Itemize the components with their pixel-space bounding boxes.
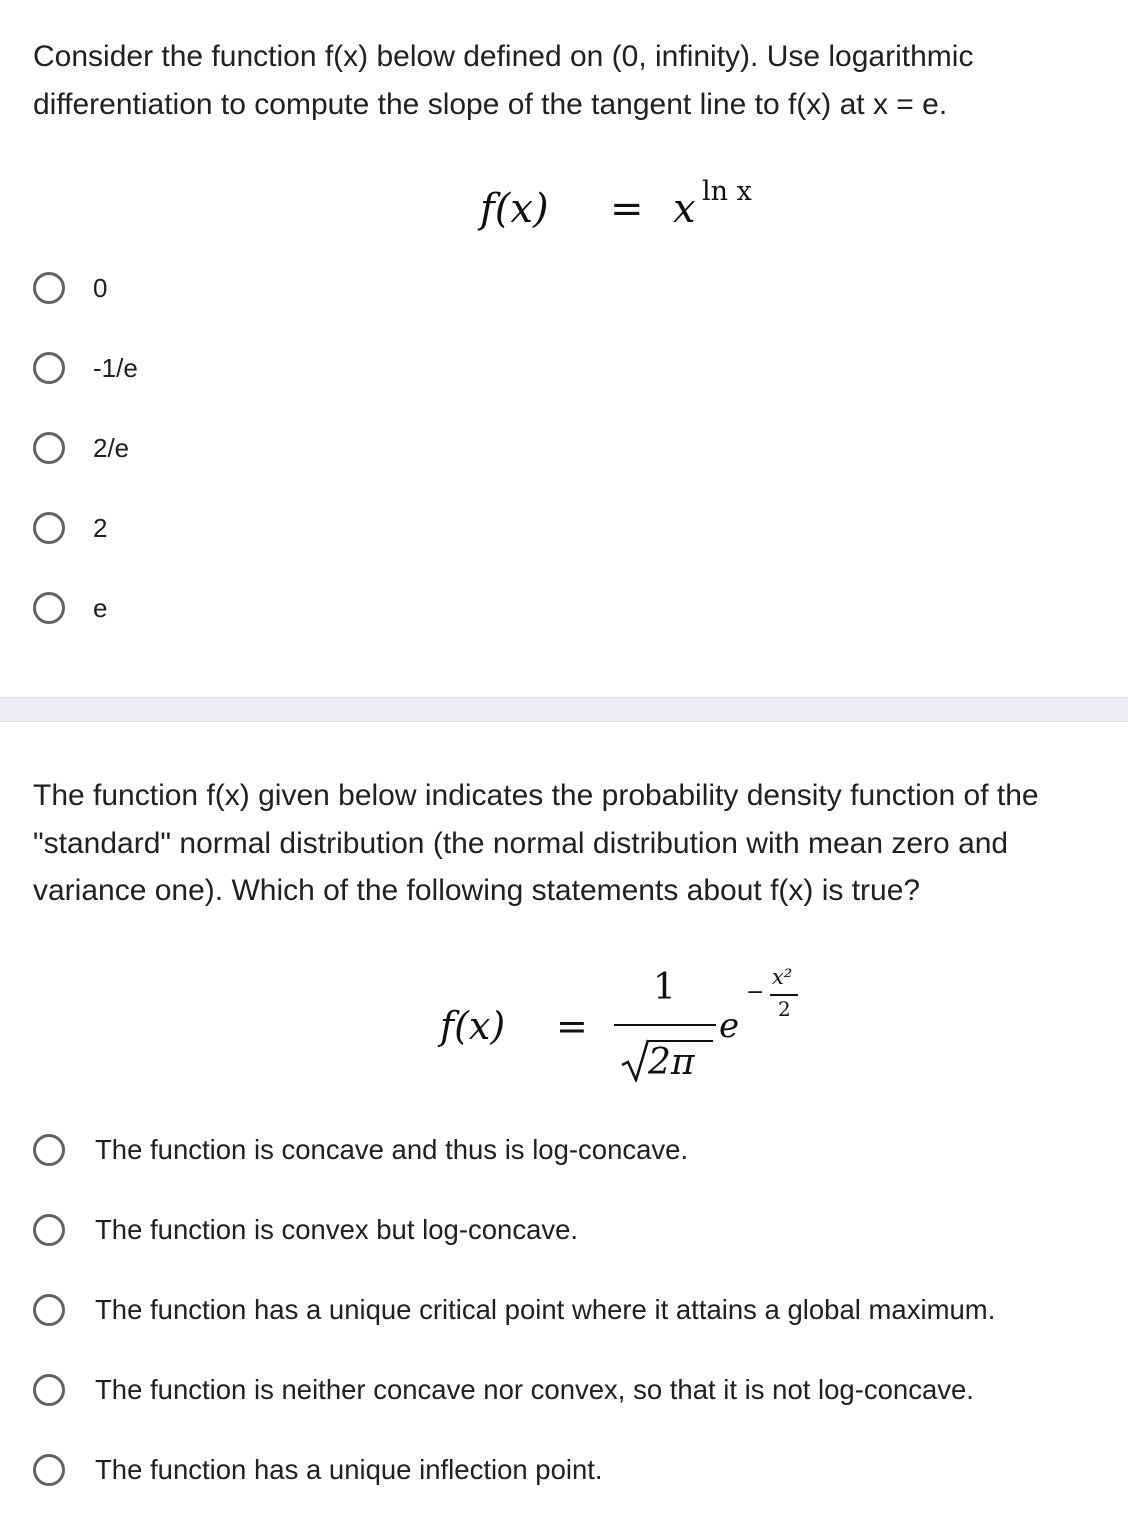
radio-button-icon[interactable] [33,1214,65,1246]
radio-button-icon[interactable] [33,1294,65,1326]
exponent-fraction-bar [770,994,798,996]
formula-lhs: f(x) [480,186,549,232]
formula-base: x [673,186,696,232]
option-label: 2 [93,512,108,543]
option-label: The function has a unique critical point where it attains a global maximum. [95,1294,996,1325]
q1-option-2[interactable] [33,346,138,390]
exponent-sign: − [746,980,765,1005]
question-1 [0,0,1128,697]
section-divider [0,697,1128,722]
radio-button-icon[interactable] [33,432,65,464]
q2-option-4[interactable] [33,1368,974,1412]
square-root-icon [620,1038,650,1082]
radio-button-icon[interactable] [33,512,65,544]
fraction-bar [614,1024,716,1026]
radio-button-icon[interactable] [33,1134,65,1166]
q1-option-3[interactable] [33,426,129,470]
option-label: 0 [93,272,108,303]
radio-button-icon[interactable] [33,272,65,304]
formula-equals: = [610,186,644,232]
q1-option-5[interactable] [33,586,107,630]
q2-option-2[interactable] [33,1208,578,1252]
q2-option-1[interactable] [33,1128,688,1172]
formula-lhs: f(x) [440,1004,506,1048]
radio-button-icon[interactable] [33,1374,65,1406]
question-1-formula [480,178,780,248]
option-label: The function is convex but log-concave. [95,1214,579,1245]
exponent-numerator: x² [772,965,793,989]
formula-base: e [719,1006,740,1046]
q2-option-3[interactable] [33,1288,995,1332]
option-label: e [93,592,108,623]
fraction-numerator: 1 [653,967,676,1008]
question-2-formula [440,962,840,1102]
fraction-denominator: 2π [648,1042,695,1083]
option-label: The function is concave and thus is log-concave. [95,1134,689,1165]
question-2 [0,722,1128,1540]
formula-equals: = [556,1004,588,1048]
question-2-prompt: The function f(x) given below indicates the probability density function of the "standard" normal distribution (the normal distribution with mean zero and variance one). Which of the following statements about f(x) is true? [33,779,1039,907]
formula-exponent: ln x [702,176,752,207]
option-label: The function has a unique inflection point. [95,1454,603,1485]
radio-button-icon[interactable] [33,352,65,384]
exponent-denominator: 2 [778,997,791,1021]
radio-button-icon[interactable] [33,592,65,624]
q1-option-1[interactable] [33,266,107,310]
radio-button-icon[interactable] [33,1454,65,1486]
option-label: -1/e [93,352,138,383]
option-label: 2/e [93,432,130,463]
q2-option-5[interactable] [33,1448,603,1492]
q1-option-4[interactable] [33,506,107,550]
question-1-prompt: Consider the function f(x) below defined on (0, infinity). Use logarithmic differentiation to compute the slope of the tangent line to f(x) at x = e. [33,40,974,121]
option-label: The function is neither concave nor convex, so that it is not log-concave. [95,1374,974,1405]
